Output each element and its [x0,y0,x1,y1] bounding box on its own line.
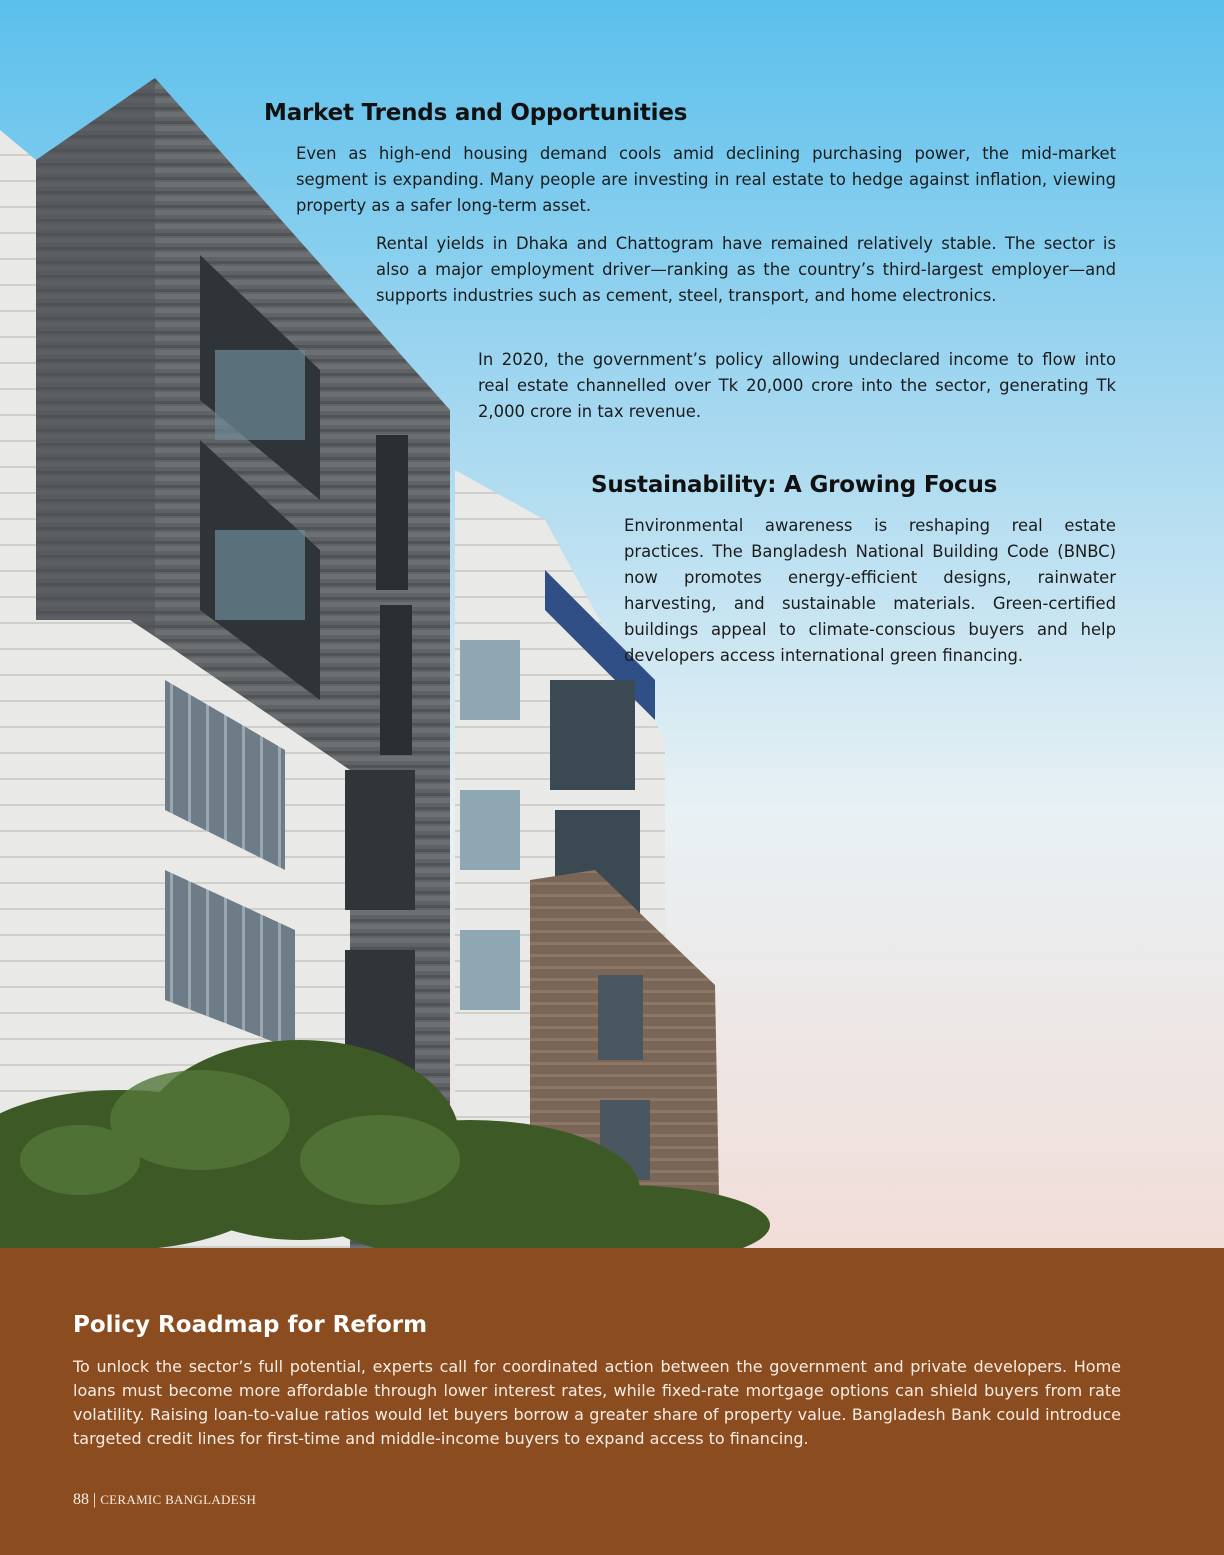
market-trends-paragraph-3: In 2020, the government’s policy allowing undeclared income to flow into real estate channelled over Tk 20,000 crore into the sector, generating Tk 2,000 crore in tax revenue. [478,350,1116,421]
market-trends-paragraph-1: Even as high-end housing demand cools amid declining purchasing power, the mid-market segment is expanding. Many people are investing in real estate to hedge against inflation, viewing property as a safer long-term asset. [296,144,1116,215]
page-number: 88 [73,1491,89,1508]
policy-heading: Policy Roadmap for Reform [73,1312,428,1338]
market-trends-paragraph-2: Rental yields in Dhaka and Chattogram have remained relatively stable. The sector is also a major employment driver—ranking as the country’s third-largest employer—and supports industries such as cement, steel, transport, and home electronics. [376,234,1116,305]
sustainability-paragraph: Environmental awareness is reshaping real estate practices. The Bangladesh National Building Code (BNBC) now promotes energy-efficient designs, rainwater harvesting, and sustainable materials. Green-certified buildings appeal to climate-conscious buyers and help developers access international green financing. [624,516,1116,665]
policy-paragraph: To unlock the sector’s full potential, experts call for coordinated action between the government and private developers. Home loans must become more affordable through lower interest rates, while fixed-rate mortgage options can shield buyers from rate volatility. Raising loan-to-value ratios would let buyers borrow a greater share of property value. Bangladesh Bank could introduce targeted credit lines for first-time and middle-income buyers to expand access to financing. [73,1357,1121,1448]
market-trends-heading: Market Trends and Opportunities [264,100,688,126]
footer-separator: | [89,1491,101,1508]
publication-name: CERAMIC BANGLADESH [100,1492,257,1507]
page-footer [73,1491,256,1509]
sustainability-heading: Sustainability: A Growing Focus [591,472,998,498]
